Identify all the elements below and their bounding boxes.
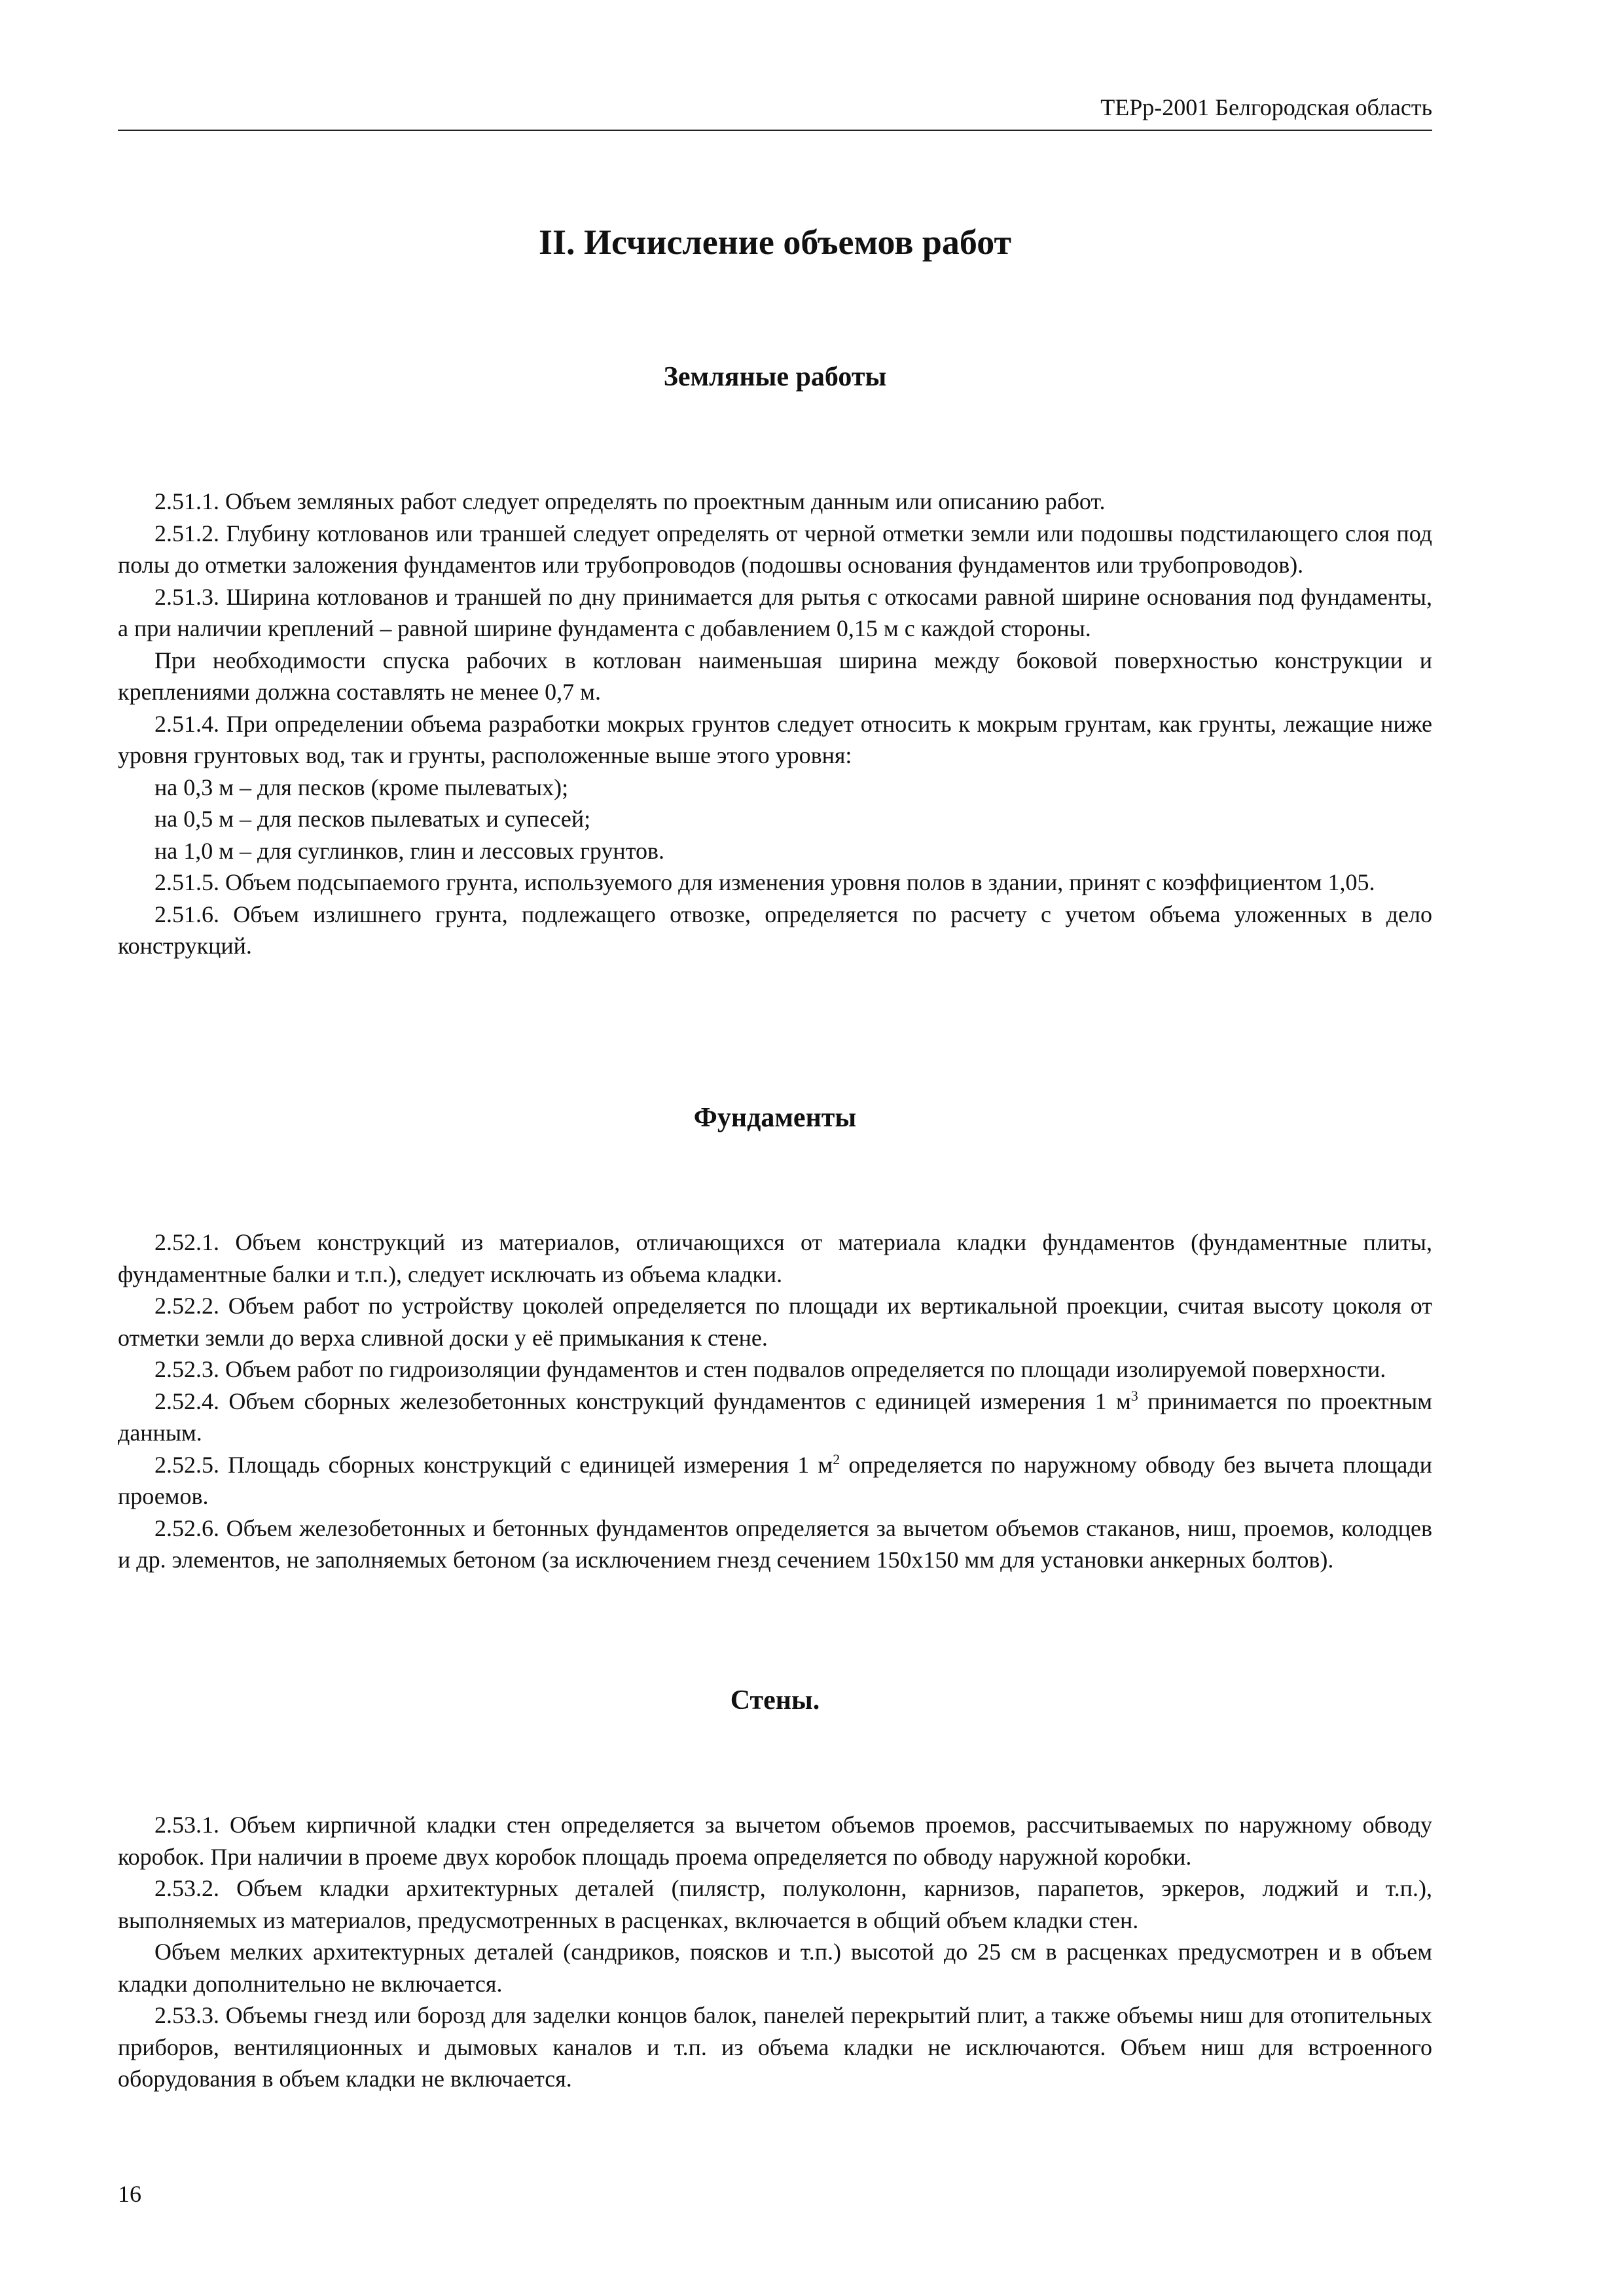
paragraph-2-52-5 [118, 1449, 1432, 1513]
paragraph-2-51-5: 2.51.5. Объем подсыпаемого грунта, используемого для изменения уровня полов в здании, принят с коэффициентом 1,05. [154, 869, 1375, 895]
paragraph-2-52-1: 2.52.1. Объем конструкций из материалов, отличающихся от материала кладки фундаментов (фундаментные плиты, фундаментные балки и т.п.), следует исключать из объема кладки. [118, 1229, 1432, 1287]
section-heading-earthworks: Земляные работы [663, 362, 887, 392]
section-body-foundations [118, 1227, 1432, 1576]
paragraph-2-53-2: 2.53.2. Объем кладки архитектурных деталей (пилястр, полуколонн, карнизов, парапетов, эркеров, лоджий и т.п.), выполняемых из материалов, предусмотренных в расценках, включается в общий объем кладки стен. [118, 1875, 1432, 1933]
section-earthworks [118, 359, 1432, 962]
running-header: ТЕРр-2001 Белгородская область [118, 92, 1432, 131]
paragraph-2-53-3: 2.53.3. Объемы гнезд или борозд для заделки концов балок, панелей перекрытий плит, а также объемы ниш для отопительных приборов, вентиляционных и дымовых каналов и т.п. из объема кладки не исключаются. Объем ниш для встроенного оборудования в объем кладки не включается. [118, 2002, 1432, 2092]
paragraph-2-51-4: 2.51.4. При определении объема разработки мокрых грунтов следует относить к мокрым грунтам, как грунты, лежащие ниже уровня грунтовых вод, так и грунты, расположенные выше этого уровня: [118, 710, 1432, 768]
section-body-earthworks [118, 486, 1432, 962]
list-item-loams-clays: на 1,0 м – для суглинков, глин и лессовых грунтов. [154, 837, 664, 864]
section-body-walls [118, 1809, 1432, 2095]
section-walls [118, 1682, 1432, 2095]
paragraph-2-52-5-rest: определяется по наружному обводу без вычета площади проемов. [118, 1451, 1432, 1509]
paragraph-2-52-5-text: 2.52.5. Площадь сборных конструкций с единицей измерения 1 м [154, 1451, 833, 1478]
paragraph-small-details: Объем мелких архитектурных деталей (сандриков, поясков и т.п.) высотой до 25 см в расценках предусмотрен и в объем кладки дополнительно не включается. [118, 1939, 1432, 1997]
list-item-silty-sands: на 0,5 м – для песков пылеватых и супесей; [154, 806, 591, 832]
paragraph-2-51-1: 2.51.1. Объем земляных работ следует определять по проектным данным или описанию работ. [154, 488, 1106, 514]
square-superscript: 2 [833, 1450, 840, 1467]
paragraph-workers-descent: При необходимости спуска рабочих в котлован наименьшая ширина между боковой поверхностью конструкции и креплениями должна составлять не менее 0,7 м. [118, 647, 1432, 705]
page-number: 16 [118, 2181, 141, 2207]
list-item-sands: на 0,3 м – для песков (кроме пылеватых); [154, 774, 569, 800]
paragraph-2-53-1: 2.53.1. Объем кирпичной кладки стен определяется за вычетом объемов проемов, рассчитываемых по наружному обводу коробок. При наличии в проеме двух коробок площадь проема определяется по обводу наружной коробки. [118, 1812, 1432, 1870]
section-heading-walls: Стены. [730, 1685, 820, 1715]
page-title: II. Исчисление объемов работ [538, 223, 1012, 262]
paragraph-2-52-2: 2.52.2. Объем работ по устройству цоколей определяется по площади их вертикальной проекции, считая высоту цоколя от отметки земли до верха сливной доски у её примыкания к стене. [118, 1293, 1432, 1351]
paragraph-2-51-6: 2.51.6. Объем излишнего грунта, подлежащего отвозке, определяется по расчету с учетом объема уложенных в дело конструкций. [118, 901, 1432, 959]
section-heading-foundations: Фундаменты [693, 1103, 857, 1133]
section-foundations [118, 1100, 1432, 1576]
paragraph-2-52-4-text: 2.52.4. Объем сборных железобетонных конструкций фундаментов с единицей измерения 1 м [154, 1388, 1131, 1414]
paragraph-2-52-3: 2.52.3. Объем работ по гидроизоляции фундаментов и стен подвалов определяется по площади изолируемой поверхности. [154, 1356, 1386, 1382]
paragraph-2-51-2: 2.51.2. Глубину котлованов или траншей следует определять от черной отметки земли или подошвы подстилающего слоя под полы до отметки заложения фундаментов или трубопроводов (подошвы основания фундаментов или трубопроводов). [118, 520, 1432, 578]
paragraph-2-52-6: 2.52.6. Объем железобетонных и бетонных фундаментов определяется за вычетом объемов стаканов, ниш, проемов, колодцев и др. элементов, не заполняемых бетоном (за исключением гнезд сечением 150х150 мм для установки анкерных болтов). [118, 1515, 1432, 1573]
paragraph-2-52-4 [118, 1386, 1432, 1449]
paragraph-2-51-3: 2.51.3. Ширина котлованов и траншей по дну принимается для рытья с откосами равной ширине основания под фундаменты, а при наличии креплений – равной ширине фундамента с добавлением 0,15 м с каждой стороны. [118, 583, 1432, 641]
cubic-superscript: 3 [1130, 1387, 1138, 1404]
paragraph-2-52-4-rest: принимается по проектным данным. [118, 1388, 1432, 1446]
